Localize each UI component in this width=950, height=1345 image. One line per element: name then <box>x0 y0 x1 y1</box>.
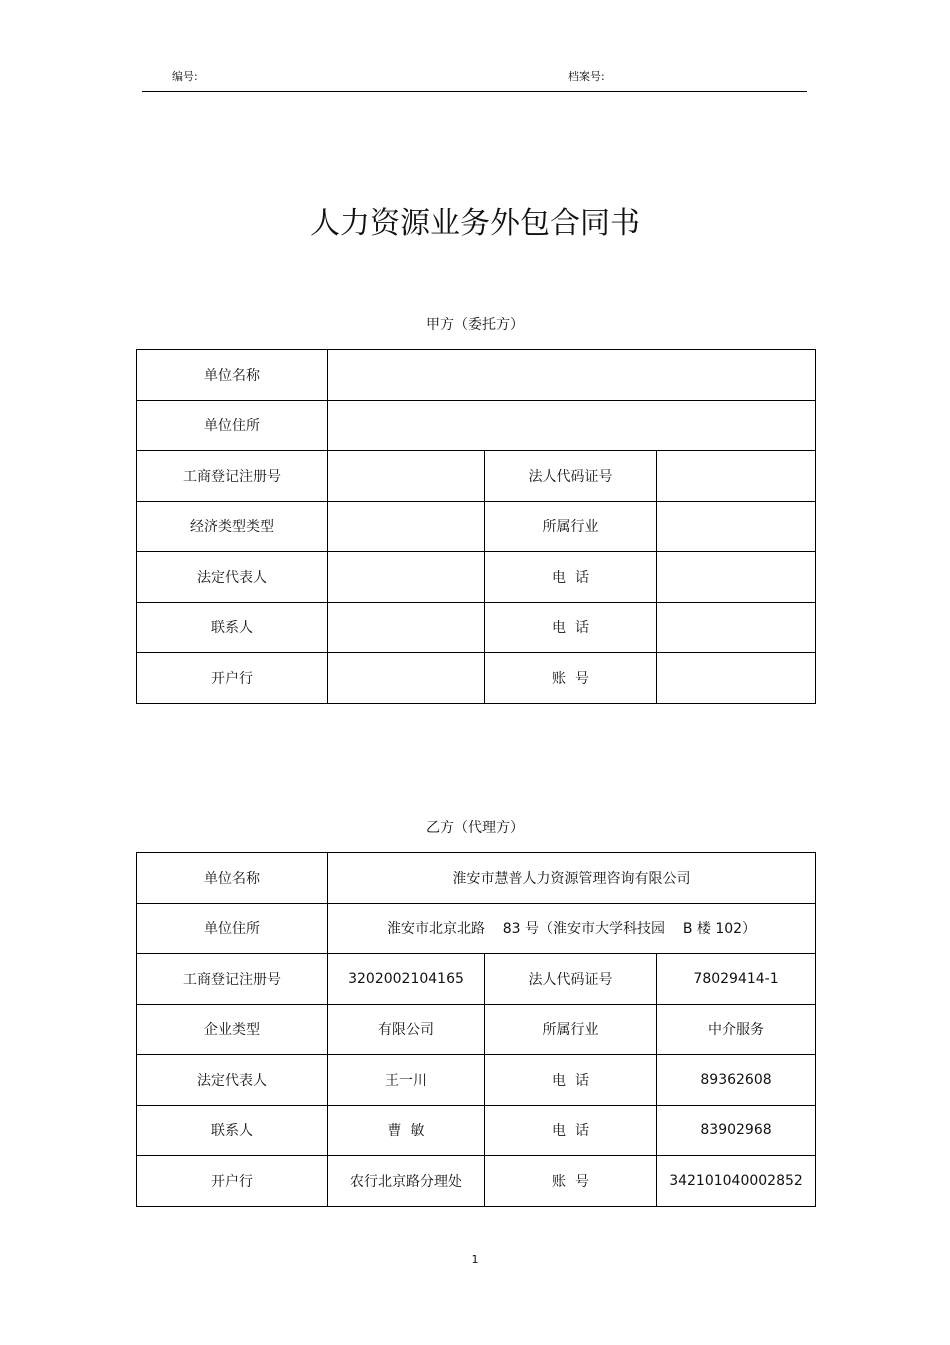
field-label: 单位住所 <box>137 903 328 954</box>
field-value: 淮安市北京北路 83 号（淮安市大学科技园 B 楼 102） <box>328 903 816 954</box>
header-divider <box>142 91 807 92</box>
field-value <box>657 552 816 603</box>
party-b-table <box>136 852 816 1207</box>
field-value: 有限公司 <box>328 1004 485 1055</box>
page-number: 1 <box>471 1253 479 1266</box>
party-a-heading: 甲方（委托方） <box>426 317 524 333</box>
field-label: 账 号 <box>485 653 657 704</box>
field-label: 所属行业 <box>485 1004 657 1055</box>
field-label: 工商登记注册号 <box>137 954 328 1005</box>
field-value <box>657 602 816 653</box>
table-row <box>137 954 816 1005</box>
party-a-table <box>136 349 816 704</box>
field-label: 单位名称 <box>137 350 328 401</box>
field-value: 342101040002852 <box>657 1156 816 1207</box>
field-value <box>328 653 485 704</box>
table-row <box>137 552 816 603</box>
field-value: 3202002104165 <box>328 954 485 1005</box>
field-label: 电 话 <box>485 602 657 653</box>
table-row <box>137 653 816 704</box>
field-value <box>328 501 485 552</box>
field-value <box>328 350 816 401</box>
field-label: 法定代表人 <box>137 1055 328 1106</box>
field-label: 法人代码证号 <box>485 451 657 502</box>
archive-number-label: 档案号: <box>568 70 605 83</box>
field-label: 法定代表人 <box>137 552 328 603</box>
field-value <box>328 602 485 653</box>
field-value <box>328 552 485 603</box>
field-label: 所属行业 <box>485 501 657 552</box>
field-label: 电 话 <box>485 1055 657 1106</box>
field-value: 89362608 <box>657 1055 816 1106</box>
table-row <box>137 1004 816 1055</box>
field-value: 农行北京路分理处 <box>328 1156 485 1207</box>
table-row <box>137 400 816 451</box>
field-value: 曹 敏 <box>328 1105 485 1156</box>
field-label: 单位名称 <box>137 853 328 904</box>
field-value: 王一川 <box>328 1055 485 1106</box>
field-label: 联系人 <box>137 1105 328 1156</box>
field-label: 单位住所 <box>137 400 328 451</box>
field-value <box>657 451 816 502</box>
document-title: 人力资源业务外包合同书 <box>310 206 640 241</box>
field-label: 开户行 <box>137 1156 328 1207</box>
field-value: 淮安市慧普人力资源管理咨询有限公司 <box>328 853 816 904</box>
field-label: 账 号 <box>485 1156 657 1207</box>
party-b-heading: 乙方（代理方） <box>426 820 524 836</box>
field-label: 联系人 <box>137 602 328 653</box>
table-row <box>137 602 816 653</box>
field-label: 经济类型类型 <box>137 501 328 552</box>
field-label: 电 话 <box>485 1105 657 1156</box>
table-row <box>137 451 816 502</box>
table-row <box>137 350 816 401</box>
table-row <box>137 1156 816 1207</box>
field-label: 企业类型 <box>137 1004 328 1055</box>
table-row <box>137 1105 816 1156</box>
table-row <box>137 1055 816 1106</box>
field-value <box>657 653 816 704</box>
field-value <box>657 501 816 552</box>
field-label: 工商登记注册号 <box>137 451 328 502</box>
table-row <box>137 903 816 954</box>
field-value: 78029414-1 <box>657 954 816 1005</box>
field-value <box>328 451 485 502</box>
serial-number-label: 编号: <box>172 70 198 83</box>
field-label: 法人代码证号 <box>485 954 657 1005</box>
field-label: 电 话 <box>485 552 657 603</box>
field-value: 83902968 <box>657 1105 816 1156</box>
field-value: 中介服务 <box>657 1004 816 1055</box>
field-value <box>328 400 816 451</box>
table-row <box>137 853 816 904</box>
field-label: 开户行 <box>137 653 328 704</box>
table-row <box>137 501 816 552</box>
